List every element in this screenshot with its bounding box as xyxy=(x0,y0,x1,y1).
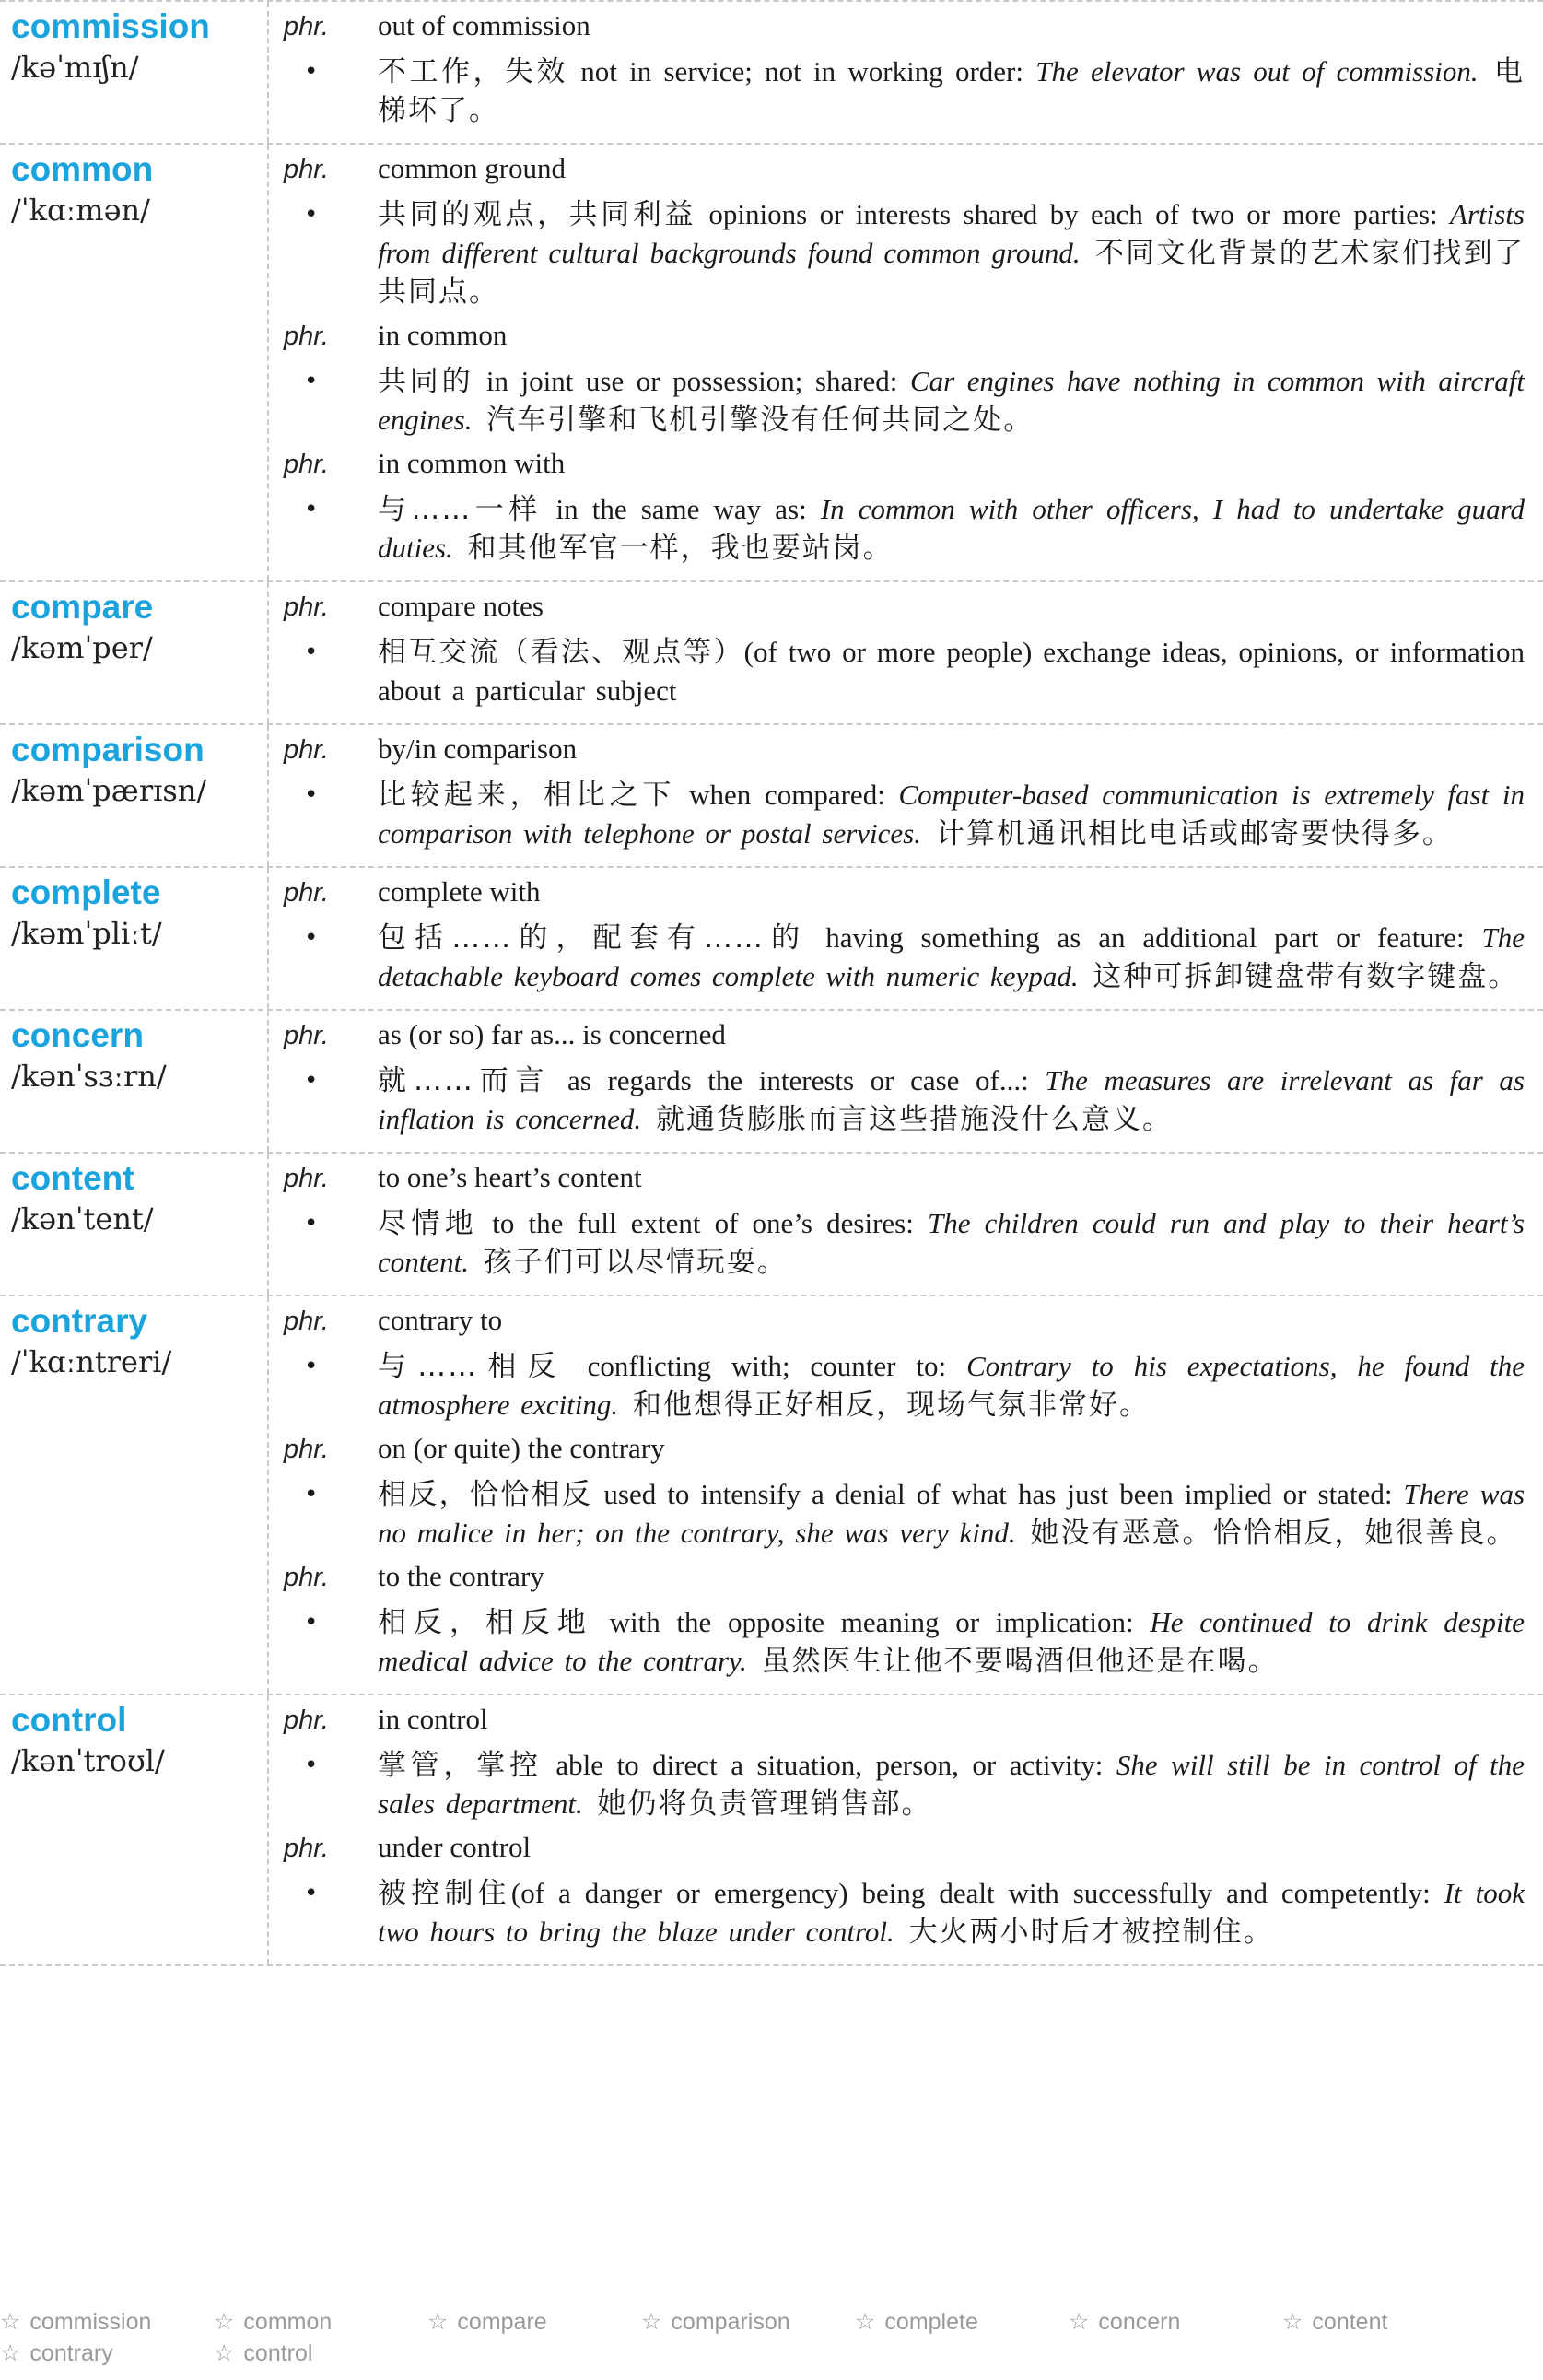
phrase-text: in common xyxy=(378,319,508,351)
chinese-gloss: 共同的 xyxy=(378,365,474,398)
phrase-row xyxy=(284,443,1525,485)
definition-text xyxy=(378,776,1525,853)
definition-row xyxy=(284,490,1525,568)
chinese-gloss: 孩子们可以尽情玩耍。 xyxy=(469,1246,788,1279)
example-sentence: In common with other officers, I had to undertake guard duties. xyxy=(378,493,1525,564)
english-definition: opinions or interests shared by each of two or more parties: xyxy=(696,198,1451,230)
phrase-block xyxy=(284,1556,1525,1681)
pronunciation: /kəmˈpliːt/ xyxy=(11,916,162,951)
headword: compare xyxy=(11,588,154,626)
dictionary-entry-content xyxy=(0,1154,1543,1296)
chinese-gloss: 与……相反 xyxy=(378,1350,567,1383)
chinese-gloss: 不同文化背景的艺术家们找到了共同点。 xyxy=(378,237,1525,309)
phrase-row xyxy=(284,1300,1525,1342)
phrase-text: complete with xyxy=(378,875,541,908)
phrase-block xyxy=(284,315,1525,440)
phrase-text: in control xyxy=(378,1703,488,1735)
english-definition: (of two or more people) exchange ideas, opinions, or information about a particular subject xyxy=(378,636,1525,707)
phrase-row xyxy=(284,1157,1525,1199)
chinese-gloss: 这种可拆卸键盘带有数字键盘。 xyxy=(1078,960,1519,993)
chinese-gloss: 就通货膨胀而言这些措施没什么意义。 xyxy=(641,1103,1173,1136)
phrase-text: on (or quite) the contrary xyxy=(378,1432,665,1464)
headword: concern xyxy=(11,1016,144,1054)
bullet-icon: • xyxy=(304,201,319,229)
phrases-column xyxy=(269,1695,1543,1964)
definition-text xyxy=(378,1061,1525,1139)
definition-row xyxy=(284,53,1525,130)
word-index-label: compare xyxy=(457,2309,547,2335)
phrase-block xyxy=(284,1014,1525,1139)
chinese-gloss: 电梯坏了。 xyxy=(378,55,1525,127)
word-index-label: complete xyxy=(884,2309,978,2335)
phrase-block xyxy=(284,6,1525,130)
phrases-column xyxy=(269,725,1543,866)
definition-text xyxy=(378,1746,1525,1823)
phrases-column xyxy=(269,1011,1543,1152)
english-definition: in the same way as: xyxy=(542,493,821,525)
example-sentence: Car engines have nothing in common with aircraft engines. xyxy=(378,365,1525,436)
phrase-row xyxy=(284,586,1525,627)
word-index-label: commission xyxy=(29,2309,152,2335)
star-icon: ☆ xyxy=(214,2309,235,2335)
phrase-row xyxy=(284,1014,1525,1056)
definition-text xyxy=(378,53,1525,130)
headword: common xyxy=(11,150,154,188)
phrase-label: phr. xyxy=(284,450,329,479)
english-definition: used to intensify a denial of what has just been implied or stated: xyxy=(592,1478,1404,1510)
phrases-column xyxy=(269,145,1543,580)
phrase-row xyxy=(284,872,1525,913)
headword-column xyxy=(0,145,269,580)
english-definition: conflicting with; counter to: xyxy=(567,1350,967,1382)
example-sentence: Contrary to his expectations, he found the atmosphere exciting. xyxy=(378,1350,1525,1421)
headword-column xyxy=(0,582,269,723)
word-index-link-control[interactable] xyxy=(214,2338,427,2369)
example-sentence: The measures are irrelevant as far as inflation is concerned. xyxy=(378,1064,1525,1135)
example-sentence: There was no malice in her; on the contrary, she was very kind. xyxy=(378,1478,1525,1549)
phrase-label: phr. xyxy=(284,1834,329,1863)
example-sentence: He continued to drink despite medical advice to the contrary. xyxy=(378,1606,1525,1677)
chinese-gloss: 共同的观点，共同利益 xyxy=(378,198,697,231)
chinese-gloss: 虽然医生让他不要喝酒但他还是在喝。 xyxy=(746,1645,1279,1678)
phrase-text: out of commission xyxy=(378,9,590,41)
definition-row xyxy=(284,1347,1525,1424)
definition-row xyxy=(284,1204,1525,1282)
headword: comparison xyxy=(11,731,205,768)
phrase-label: phr. xyxy=(284,322,329,351)
phrase-label: phr. xyxy=(284,12,329,41)
chinese-gloss: 不工作，失效 xyxy=(378,55,569,88)
phrase-text: to the contrary xyxy=(378,1560,544,1592)
star-icon: ☆ xyxy=(855,2309,876,2335)
phrase-label: phr. xyxy=(284,155,329,184)
pronunciation: /ˈkɑːmən/ xyxy=(11,193,150,228)
chinese-gloss: 相反，相反地 xyxy=(378,1606,593,1639)
phrase-block xyxy=(284,872,1525,996)
definition-row xyxy=(284,1061,1525,1139)
word-index-label: contrary xyxy=(29,2340,113,2366)
phrase-block xyxy=(284,586,1525,710)
bullet-icon: • xyxy=(304,1880,319,1907)
bullet-icon: • xyxy=(304,496,319,523)
bullet-icon: • xyxy=(304,1067,319,1095)
phrase-text: in common with xyxy=(378,447,566,479)
dictionary-entry-compare xyxy=(0,582,1543,725)
word-index-label: control xyxy=(243,2340,313,2366)
phrase-label: phr. xyxy=(284,1706,329,1735)
chinese-gloss: 汽车引擎和飞机引擎没有任何共同之处。 xyxy=(472,404,1035,437)
dictionary-entry-common xyxy=(0,145,1543,582)
word-index-link-comparison[interactable] xyxy=(641,2306,855,2338)
chinese-gloss: 与……一样 xyxy=(378,493,543,526)
definition-row xyxy=(284,1746,1525,1823)
definition-text xyxy=(378,1347,1525,1424)
definition-row xyxy=(284,195,1525,311)
phrase-text: contrary to xyxy=(378,1304,503,1336)
bullet-icon: • xyxy=(304,639,319,666)
english-definition: with the opposite meaning or implication: xyxy=(592,1606,1151,1638)
phrase-label: phr. xyxy=(284,1307,329,1336)
phrase-text: as (or so) far as... is concerned xyxy=(378,1018,726,1050)
phrase-block xyxy=(284,443,1525,568)
headword: commission xyxy=(11,7,210,45)
pronunciation: /kəˈmɪʃn/ xyxy=(11,50,139,85)
phrase-row xyxy=(284,148,1525,190)
phrase-text: compare notes xyxy=(378,590,544,622)
word-index-label: common xyxy=(243,2309,333,2335)
phrase-row xyxy=(284,1827,1525,1869)
phrase-text: by/in comparison xyxy=(378,733,578,765)
definition-row xyxy=(284,919,1525,996)
phrase-block xyxy=(284,729,1525,853)
pronunciation: /kənˈsɜːrn/ xyxy=(11,1059,167,1094)
example-sentence: Artists from different cultural backgrounds found common ground. xyxy=(378,198,1525,269)
word-index-row xyxy=(0,2306,1543,2338)
headword-column xyxy=(0,1154,269,1295)
bullet-icon: • xyxy=(304,1481,319,1508)
word-index-link-complete[interactable] xyxy=(855,2306,1069,2338)
word-index-label: comparison xyxy=(671,2309,790,2335)
chinese-gloss: 掌管，掌控 xyxy=(378,1749,543,1782)
star-icon: ☆ xyxy=(641,2309,662,2335)
star-icon: ☆ xyxy=(214,2340,235,2366)
phrase-label: phr. xyxy=(284,1021,329,1050)
phrase-label: phr. xyxy=(284,1435,329,1464)
dictionary-entry-concern xyxy=(0,1011,1543,1154)
example-sentence: The elevator was out of commission. xyxy=(1035,55,1479,88)
definition-text xyxy=(378,633,1525,710)
phrase-block xyxy=(284,1157,1525,1282)
phrase-text: to one’s heart’s content xyxy=(378,1161,642,1193)
definition-row xyxy=(284,633,1525,710)
bullet-icon: • xyxy=(304,1210,319,1237)
chinese-gloss: 就……而言 xyxy=(378,1064,552,1097)
english-definition: when compared: xyxy=(675,779,899,811)
pronunciation: /kəmˈper/ xyxy=(11,630,153,665)
phrase-block xyxy=(284,1699,1525,1823)
bullet-icon: • xyxy=(304,781,319,809)
phrases-column xyxy=(269,1296,1543,1694)
word-index-footer xyxy=(0,2306,1543,2369)
english-definition: not in service; not in working order: xyxy=(568,55,1036,88)
headword: control xyxy=(11,1701,127,1739)
example-sentence: The children could run and play to their heart’s content. xyxy=(378,1207,1525,1278)
phrase-row xyxy=(284,6,1525,47)
chinese-gloss: 尽情地 xyxy=(378,1207,479,1240)
phrase-label: phr. xyxy=(284,1563,329,1592)
definition-row xyxy=(284,1874,1525,1952)
headword-column xyxy=(0,1695,269,1964)
phrases-column xyxy=(269,2,1543,143)
headword: content xyxy=(11,1159,134,1197)
chinese-gloss: 相互交流（看法、观点等） xyxy=(378,636,744,669)
phrase-row xyxy=(284,1428,1525,1470)
pronunciation: /kənˈtent/ xyxy=(11,1202,154,1237)
word-index-label: content xyxy=(1312,2309,1388,2335)
definition-text xyxy=(378,1204,1525,1282)
bullet-icon: • xyxy=(304,924,319,952)
star-icon: ☆ xyxy=(1282,2309,1303,2335)
star-icon: ☆ xyxy=(427,2309,449,2335)
english-definition: as regards the interests or case of...: xyxy=(551,1064,1046,1096)
definition-text xyxy=(378,919,1525,996)
pronunciation: /kəmˈpærɪsn/ xyxy=(11,773,207,808)
bullet-icon: • xyxy=(304,1353,319,1380)
dictionary-entry-complete xyxy=(0,868,1543,1011)
pronunciation: /kənˈtroʊl/ xyxy=(11,1743,165,1778)
dictionary-entry-commission xyxy=(0,0,1543,145)
dictionary-entry-control xyxy=(0,1695,1543,1966)
phrase-label: phr. xyxy=(284,592,329,622)
chinese-gloss: 比较起来，相比之下 xyxy=(378,779,676,812)
bullet-icon: • xyxy=(304,1752,319,1779)
chinese-gloss: 和他想得正好相反，现场气氛非常好。 xyxy=(618,1389,1150,1422)
word-index-link-common[interactable] xyxy=(214,2306,427,2338)
headword-column xyxy=(0,1296,269,1694)
bullet-icon: • xyxy=(304,368,319,395)
chinese-gloss: 包括……的，配套有……的 xyxy=(378,921,809,955)
headword-column xyxy=(0,725,269,866)
chinese-gloss: 被控制住 xyxy=(378,1877,511,1910)
chinese-gloss: 大火两小时后才被控制住。 xyxy=(894,1916,1274,1949)
phrase-block xyxy=(284,1300,1525,1424)
pronunciation: /ˈkɑːntreri/ xyxy=(11,1344,172,1379)
english-definition: in joint use or possession; shared: xyxy=(473,365,910,397)
word-index-link-contrary[interactable] xyxy=(0,2338,214,2369)
bullet-icon: • xyxy=(304,1609,319,1636)
phrases-column xyxy=(269,582,1543,723)
word-index-link-commission[interactable] xyxy=(0,2306,214,2338)
chinese-gloss: 相反，恰恰相反 xyxy=(378,1478,593,1511)
word-index-link-concern[interactable] xyxy=(1069,2306,1282,2338)
star-icon: ☆ xyxy=(0,2309,21,2335)
phrase-block xyxy=(284,148,1525,311)
definition-row xyxy=(284,362,1525,440)
definition-text xyxy=(378,1874,1525,1952)
headword: complete xyxy=(11,873,161,911)
english-definition: (of a danger or emergency) being dealt with successfully and competently: xyxy=(510,1877,1444,1909)
word-index-label: concern xyxy=(1098,2309,1181,2335)
definition-text xyxy=(378,362,1525,440)
phrase-label: phr. xyxy=(284,735,329,765)
english-definition: to the full extent of one’s desires: xyxy=(478,1207,928,1239)
chinese-gloss: 和其他军官一样，我也要站岗。 xyxy=(452,532,894,565)
phrase-row xyxy=(284,315,1525,357)
chinese-gloss: 她没有恶意。恰恰相反，她很善良。 xyxy=(1015,1517,1517,1550)
definition-text xyxy=(378,195,1525,311)
example-sentence: Computer-based communication is extremely fast in comparison with telephone or postal services. xyxy=(378,779,1525,850)
phrase-block xyxy=(284,1428,1525,1553)
headword-column xyxy=(0,2,269,143)
word-index-link-content[interactable] xyxy=(1282,2306,1496,2338)
dictionary-entry-contrary xyxy=(0,1296,1543,1695)
word-index-link-compare[interactable] xyxy=(427,2306,641,2338)
definition-text xyxy=(378,490,1525,568)
definition-row xyxy=(284,1603,1525,1681)
phrases-column xyxy=(269,1154,1543,1295)
headword-column xyxy=(0,1011,269,1152)
english-definition: having something as an additional part or feature: xyxy=(808,921,1482,954)
chinese-gloss: 计算机通讯相比电话或邮寄要快得多。 xyxy=(921,817,1453,850)
star-icon: ☆ xyxy=(0,2340,21,2366)
dictionary-entry-comparison xyxy=(0,725,1543,868)
phrase-label: phr. xyxy=(284,878,329,908)
headword-column xyxy=(0,868,269,1009)
bullet-icon: • xyxy=(304,58,319,86)
example-sentence: The detachable keyboard comes complete with numeric keypad. xyxy=(378,921,1525,992)
phrase-text: under control xyxy=(378,1831,532,1863)
phrases-column xyxy=(269,868,1543,1009)
definition-row xyxy=(284,776,1525,853)
phrase-label: phr. xyxy=(284,1164,329,1193)
headword: contrary xyxy=(11,1302,148,1340)
definition-text xyxy=(378,1475,1525,1553)
phrase-row xyxy=(284,729,1525,770)
definition-text xyxy=(378,1603,1525,1681)
phrase-block xyxy=(284,1827,1525,1952)
english-definition: able to direct a situation, person, or activity: xyxy=(542,1749,1116,1781)
example-sentence: She will still be in control of the sales department. xyxy=(378,1749,1525,1820)
word-index-row xyxy=(0,2338,1543,2369)
chinese-gloss: 她仍将负责管理销售部。 xyxy=(582,1788,932,1821)
star-icon: ☆ xyxy=(1069,2309,1090,2335)
phrase-row xyxy=(284,1699,1525,1741)
phrase-text: common ground xyxy=(378,152,567,184)
definition-row xyxy=(284,1475,1525,1553)
example-sentence: It took two hours to bring the blaze under control. xyxy=(378,1877,1525,1948)
phrase-row xyxy=(284,1556,1525,1598)
